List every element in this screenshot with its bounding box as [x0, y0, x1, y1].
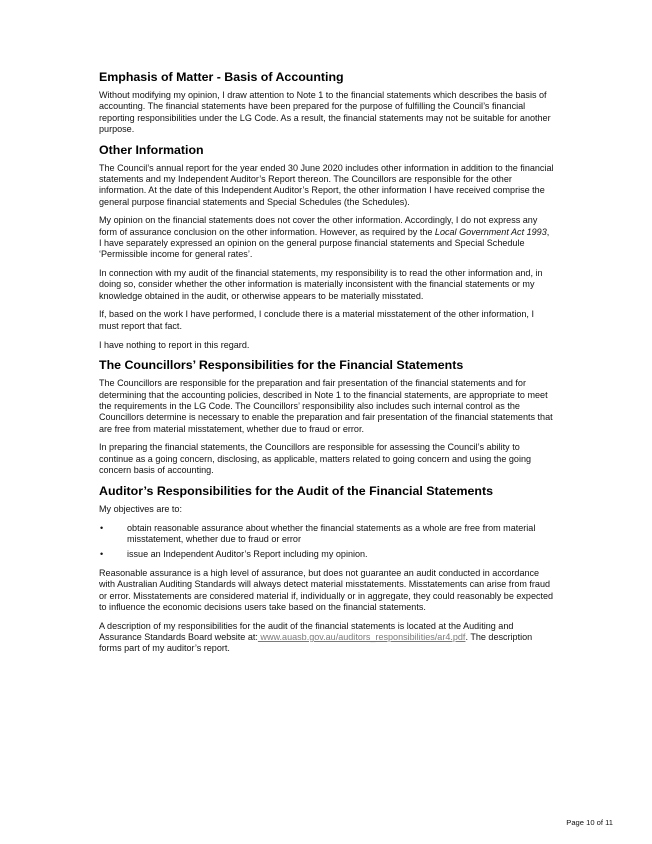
paragraph: My objectives are to: — [99, 503, 182, 514]
text-run: A description of my responsibilities for the audit of the financial statements is located at the Auditing and Assurance Standards Board website at: — [99, 620, 514, 642]
section-councillors-responsibilities — [99, 358, 554, 476]
paragraph: In preparing the financial statements, the Councillors are responsible for assessing the Council’s ability to continue as a going concern, disclosing, as applicable, matters related to going concern and using the going concern basis of accounting. — [99, 442, 532, 475]
paragraph — [99, 215, 554, 260]
section-other-information — [99, 143, 554, 351]
page-number: Page 10 of 11 — [566, 818, 613, 827]
list-item: • obtain reasonable assurance about whether the financial statements as a whole are free from material misstatement, whether due to fraud or error — [99, 523, 554, 546]
heading-auditor-responsibilities: Auditor’s Responsibilities for the Audit of the Financial Statements — [99, 483, 494, 498]
paragraph: The Councillors are responsible for the preparation and fair presentation of the financial statements and for determining that the accounting policies, described in Note 1 to the financial statements, are appropriate to meet the requirements in the LG Code. The Councillors’ responsibility also includes such internal control as the Councillors determine is necessary to enable the preparation and fair presentation of the financial statements that are free from material misstatement, whether due to fraud or error. — [99, 378, 553, 434]
paragraph: I have nothing to report in this regard. — [99, 339, 250, 350]
list-item: • issue an Independent Auditor’s Report including my opinion. — [99, 549, 554, 560]
paragraph: The Council’s annual report for the year ended 30 June 2020 includes other information in addition to the financial statements and my Independent Auditor’s Report thereon. The Councillors are responsible for the other information. At the date of this Independent Auditor’s Report, the other information I have received comprise the general purpose financial statements and Special Schedules (the Schedules). — [99, 162, 554, 207]
section-emphasis-of-matter — [99, 70, 554, 135]
act-title: Local Government Act 1993 — [434, 226, 547, 237]
text-run: . The description forms part of my auditor’s report. — [99, 631, 533, 654]
heading-emphasis-of-matter: Emphasis of Matter - Basis of Accounting — [99, 70, 344, 84]
section-auditor-responsibilities — [99, 484, 554, 655]
auasb-link[interactable]: www.auasb.gov.au/auditors_responsibilities/ar4.pdf — [257, 631, 466, 642]
paragraph: Reasonable assurance is a high level of assurance, but does not guarantee an audit conducted in accordance with Australian Auditing Standards will always detect material misstatements. Misstatements can arise from fraud or error. Misstatements are considered material if, individually or in aggregate, they could reasonably be expected to influence the economic decisions users take based on the financial statements. — [99, 567, 554, 612]
paragraph: Without modifying my opinion, I draw attention to Note 1 to the financial statements which describes the basis of accounting. The financial statements have been prepared for the purpose of fulfilling the Council’s financial reporting responsibilities under the LG Code. As a result, the financial statements may not be suitable for another purpose. — [99, 90, 551, 134]
paragraph — [99, 621, 554, 655]
paragraph: In connection with my audit of the financial statements, my responsibility is to read the other information and, in doing so, consider whether the other information is materially inconsistent with the financial statements or my knowledge obtained in the audit, or otherwise appears to be materially misstated. — [99, 268, 543, 301]
heading-councillors-responsibilities: The Councillors’ Responsibilities for the Financial Statements — [99, 358, 464, 373]
objectives-list — [99, 523, 554, 561]
paragraph: If, based on the work I have performed, I conclude there is a material misstatement of the other information, I must report that fact. — [99, 309, 534, 331]
text-run: , I have separately expressed an opinion on the general purpose financial statements and Special Schedule ‘Permissible income for general rates’. — [99, 226, 550, 260]
text-run: My opinion on the financial statements does not cover the other information. Accordingly, I do not express any form of assurance conclusion on the other information. However, as required by the — [99, 215, 538, 237]
document-body — [99, 70, 554, 662]
heading-other-information: Other Information — [99, 142, 204, 157]
